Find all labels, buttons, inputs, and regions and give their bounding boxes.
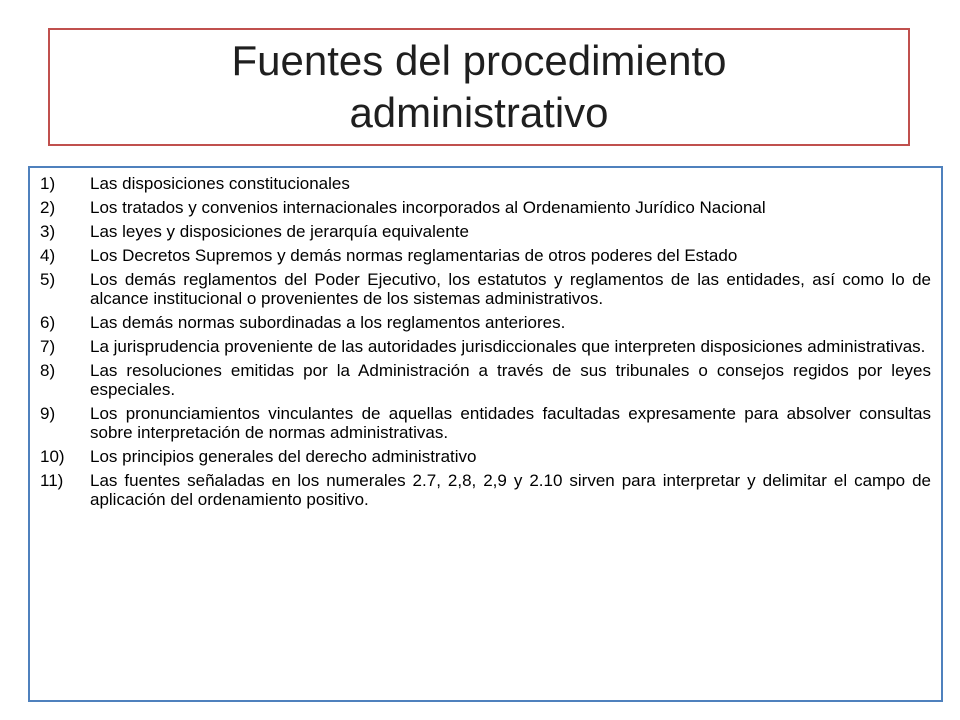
item-text: Las demás normas subordinadas a los reglamentos anteriores. [90,313,566,332]
item-text: Las leyes y disposiciones de jerarquía equivalente [90,222,469,241]
item-number: 6) [40,313,56,332]
item-number: 4) [40,246,56,265]
item-number: 5) [40,270,56,289]
list-item [40,222,935,241]
list-item [40,174,935,193]
list-item [40,313,935,332]
list-item [40,246,935,265]
item-text: Los pronunciamientos vinculantes de aquellas entidades facultadas expresamente para absolver consultas sobre interpretación de normas administrativas. [90,404,931,442]
item-text: Las resoluciones emitidas por la Administración a través de sus tribunales o consejos regidos por leyes especiales. [90,361,931,399]
item-text: Los demás reglamentos del Poder Ejecutivo, los estatutos y reglamentos de las entidades, así como lo de alcance institucional o provenientes de los sistemas administrativos. [90,270,931,308]
item-number: 9) [40,404,56,423]
item-text: Los principios generales del derecho administrativo [90,447,477,466]
item-number: 2) [40,198,56,217]
item-number: 1) [40,174,56,193]
list-item [40,471,935,509]
item-text: La jurisprudencia proveniente de las autoridades jurisdiccionales que interpreten disposiciones administrativas. [90,337,926,356]
item-number: 10) [40,447,65,466]
list-item [40,447,935,466]
list-item [40,337,935,356]
item-number: 7) [40,337,56,356]
item-text: Las fuentes señaladas en los numerales 2.7, 2,8, 2,9 y 2.10 sirven para interpretar y delimitar el campo de aplicación del ordenamiento positivo. [90,471,931,509]
sources-list [40,174,935,509]
slide-title: Fuentes del procedimiento administrativo [231,37,727,136]
list-item [40,198,935,217]
list-item [40,270,935,308]
list-item [40,361,935,399]
content-box [28,166,943,702]
item-text: Los tratados y convenios internacionales incorporados al Ordenamiento Jurídico Nacional [90,198,766,217]
title-box [48,28,910,146]
list-item [40,404,935,442]
item-number: 8) [40,361,56,380]
item-number: 11) [40,471,64,490]
item-number: 3) [40,222,56,241]
item-text: Los Decretos Supremos y demás normas reglamentarias de otros poderes del Estado [90,246,738,265]
item-text: Las disposiciones constitucionales [90,174,350,193]
